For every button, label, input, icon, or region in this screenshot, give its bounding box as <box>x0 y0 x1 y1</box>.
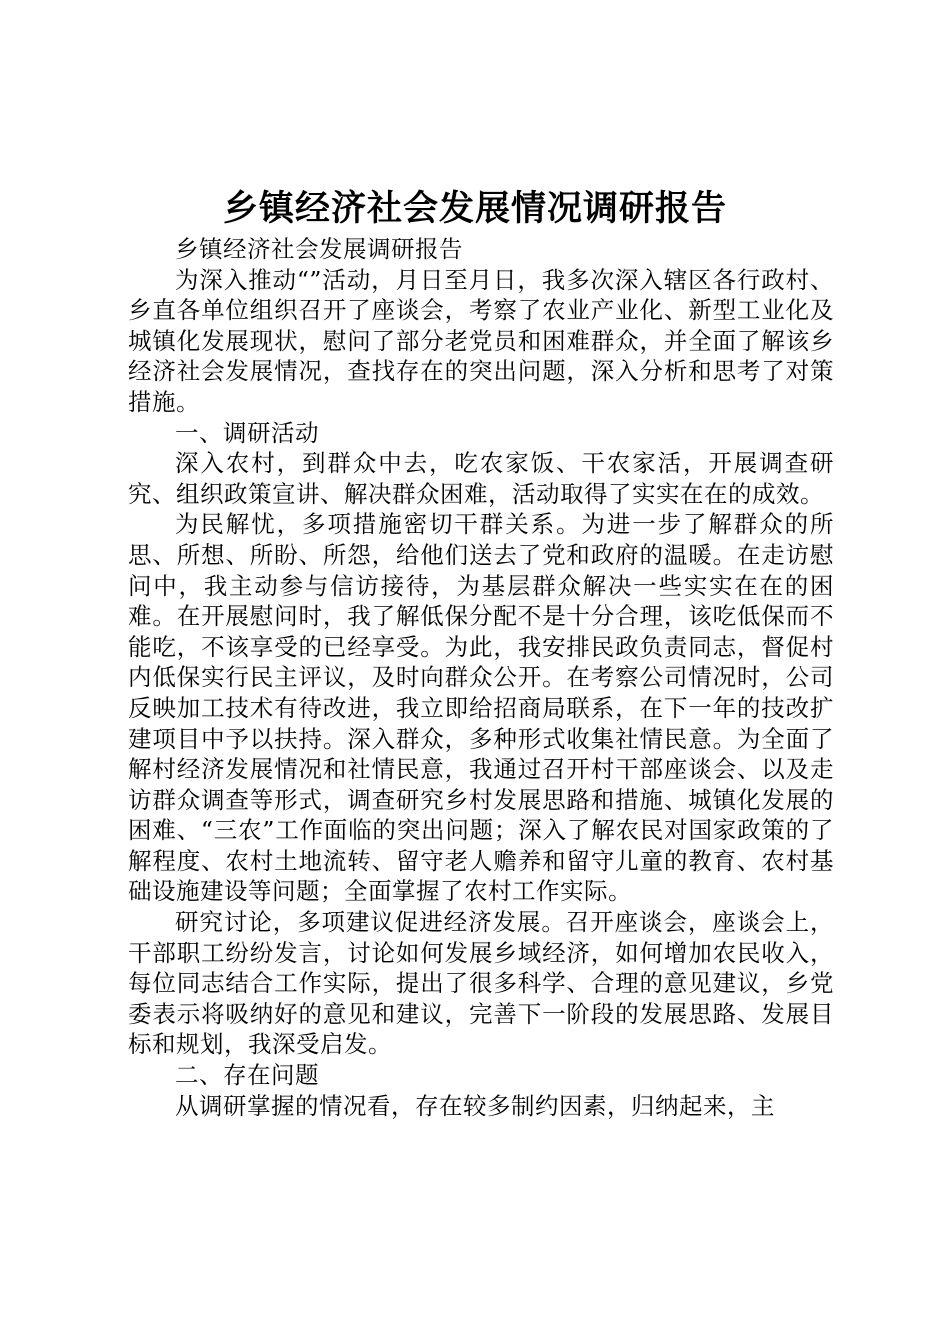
section-heading-existing-problems: 二、存在问题 <box>175 1061 319 1090</box>
section-heading-research-activities: 一、调研活动 <box>175 418 319 447</box>
subtitle-paragraph: 乡镇经济社会发展调研报告 <box>175 235 463 263</box>
body-paragraph: 研究讨论，多项建议促进经济发展。召开座谈会，座谈会上，干部职工纷纷发言，讨论如何发展乡域经济，如何增加农民收入，每位同志结合工作实际，提出了很多科学、合理的意见建议，乡党委表示将吸纳好的意见和建议，完善下一阶段的发展思路、发展目标和规划，我深受启发。 <box>128 908 834 1059</box>
document-title: 乡镇经济社会发展情况调研报告 <box>222 188 727 229</box>
intro-paragraph: 为深入推动“”活动，月日至月日，我多次深入辖区各行政村、乡直各单位组织召开了座谈会，考察了农业产业化、新型工业化及城镇化发展现状，慰问了部分老党员和困难群众，并全面了解该乡经济社会发展情况，查找存在的突出问题，深入分析和思考了对策措施。 <box>128 265 834 416</box>
body-paragraph: 深入农村，到群众中去，吃农家饭、干农家活，开展调查研究、组织政策宣讲、解决群众困难，活动取得了实实在在的成效。 <box>128 449 834 508</box>
body-paragraph: 为民解忧，多项措施密切干群关系。为进一步了解群众的所思、所想、所盼、所怨，给他们送去了党和政府的温暖。在走访慰问中，我主动参与信访接待，为基层群众解决一些实实在在的困难。在开展慰问时，我了解低保分配不是十分合理，该吃低保而不能吃，不该享受的已经享受。为此，我安排民政负责同志，督促村内低保实行民主评议，及时向群众公开。在考察公司情况时，公司反映加工技术有待改进，我立即给招商局联系，在下一年的技改扩建项目中予以扶持。深入群众，多种形式收集社情民意。为全面了解村经济发展情况和社情民意，我通过召开村干部座谈会、以及走访群众调查等形式，调查研究乡村发展思路和措施、城镇化发展的困难、“三农”工作面临的突出问题；深入了解农民对国家政策的了解程度、农村土地流转、留守老人赡养和留守儿童的教育、农村基础设施建设等问题；全面掌握了农村工作实际。 <box>128 510 834 906</box>
body-paragraph: 从调研掌握的情况看，存在较多制约因素，归纳起来，主 <box>175 1091 775 1120</box>
document-body <box>128 234 834 1121</box>
